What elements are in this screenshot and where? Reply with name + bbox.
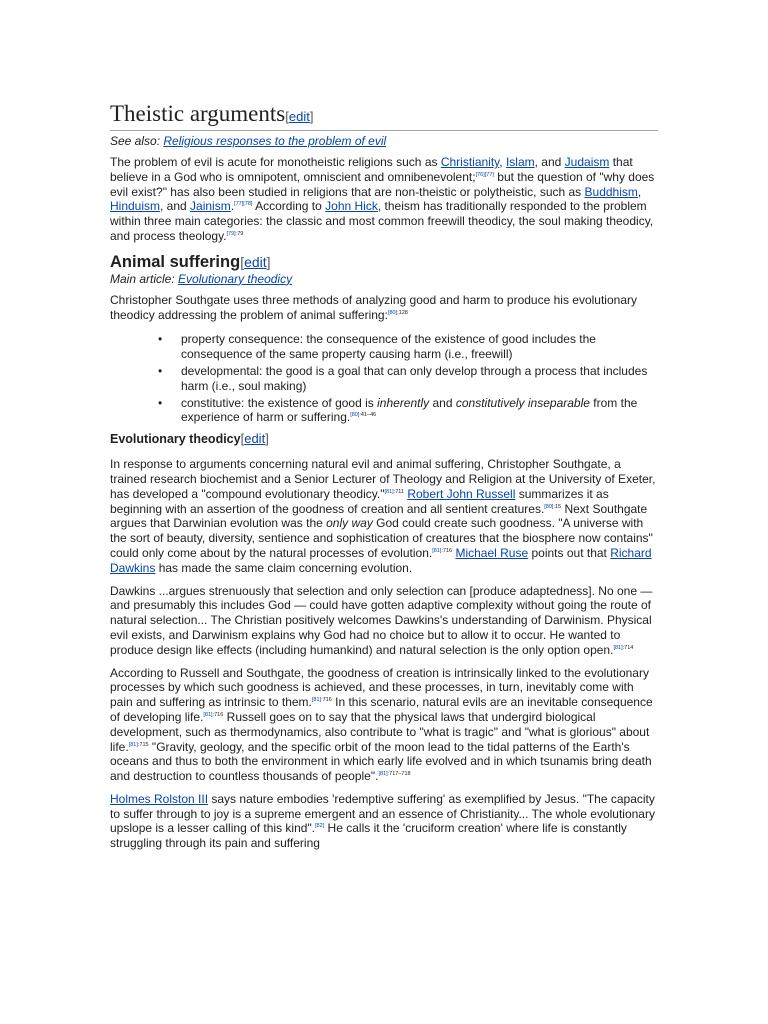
- edit-link[interactable]: edit: [244, 431, 266, 447]
- link-buddhism[interactable]: Buddhism: [584, 184, 638, 199]
- heading-evolutionary-theodicy: [110, 431, 658, 447]
- link-jainism[interactable]: Jainism: [190, 199, 231, 214]
- citation[interactable]: [81]:716: [432, 547, 453, 554]
- article-body: [110, 100, 658, 859]
- heading-text: Animal suffering: [110, 252, 241, 271]
- link-john-hick[interactable]: John Hick: [325, 199, 378, 214]
- edit-link[interactable]: edit: [288, 109, 310, 124]
- link-richard-dawkins[interactable]: Richard Dawkins: [110, 545, 652, 575]
- citation[interactable]: [82]: [315, 823, 325, 830]
- see-also-link[interactable]: Religious responses to the problem of evil: [163, 134, 387, 148]
- citation[interactable]: [76]: [475, 171, 485, 178]
- heading-theistic-arguments: [110, 100, 658, 131]
- heading-text: Evolutionary theodicy: [110, 432, 241, 447]
- citation[interactable]: [81]:716: [203, 711, 224, 718]
- bullet-icon: •: [158, 332, 163, 347]
- link-christianity[interactable]: Christianity: [440, 155, 500, 169]
- citation[interactable]: [80]:41–46: [350, 412, 377, 419]
- link-robert-john-russell[interactable]: Robert John Russell: [407, 486, 516, 501]
- citation[interactable]: [81]:716: [311, 697, 332, 704]
- link-hinduism[interactable]: Hinduism: [110, 199, 161, 214]
- methods-list: [110, 332, 658, 425]
- link-holmes-rolston[interactable]: Holmes Rolston III: [110, 791, 209, 806]
- bullet-icon: •: [158, 395, 163, 410]
- paragraph-animal-1: Christopher Southgate uses three methods of analyzing good and harm to produce his evolutionary theodicy addressing the problem of animal suffering:$^{[80]:128}$: [110, 292, 637, 322]
- paragraph-evolutionary-2: Dawkins ...argues strenuously that selection and only selection can [produce adaptedness]. No one — and presumably this includes God — could have gotten adaptive complexity without going the route of natural selection... The Christian positively welcomes Dawkins's understanding of Darwinism. Physical evil exists, and Darwinism explains why God had no choice but to allow it to occur. He wanted to produce design like effects (including humankind) and natural selection is the only option open.$^{[81]:714}$: [110, 583, 653, 657]
- heading-text: Theistic arguments: [110, 101, 286, 126]
- edit-link[interactable]: edit: [244, 253, 267, 270]
- paragraph-evolutionary-3: According to Russell and Southgate, the goodness of creation is intrinsically linked to the evolutionary processes by which such goodness is achieved, and these processes, in turn, inevitably come with pain and suffering as intrinsic to them.$^{[81]:716}$ In this scenario, natural evils are an inevitable consequence of developing life.$^{[81]:716}$ Russell goes on to say that the physical laws that undergird biological development, such as thermodynamics, also contribute to "what is tragic" and "what is glorious" about life.$^{[81]:715}$ "Gravity, geology, and the specific orbit of the moon lead to the tidal patterns of the Earth's oceans and thus to both the environment in which early life evolved and in which tsunamis bring death and destruction to countless thousands of people".$^{[81]:717-718}$: [110, 665, 653, 784]
- citation[interactable]: [81]:717–718: [378, 771, 411, 778]
- link-michael-ruse[interactable]: Michael Ruse: [455, 545, 529, 560]
- paragraph-evolutionary-4: Holmes Rolston III says nature embodies 'redemptive suffering' as exemplified by Jesus. "The capacity to suffer through to joy is a supreme emergent and an essence of Christianity... The whole evolutionary upslope is a lesser calling of this kind".[82] He calls it the 'cruciform creation' where life is constantly struggling through its pain and suffering: [110, 791, 655, 851]
- list-item: • property consequence: the consequence of the existence of good includes the consequence of the same property causing harm (i.e., freewill): [158, 332, 596, 362]
- citation[interactable]: [81]:715: [128, 741, 149, 748]
- bullet-icon: •: [158, 363, 163, 378]
- see-also-hatnote: See also: Religious responses to the problem of evil: [110, 134, 387, 148]
- citation[interactable]: [81]:714: [613, 644, 634, 651]
- edit-section-link: [edit]: [285, 109, 314, 124]
- paragraph-theistic-1: The problem of evil is acute for monotheistic religions such as Christianity, Islam, and Judaism that believe in a God who is omnipotent, omniscient and omnibenevolent;[76][77] but the question of "why does evil exist?" has also been studied in religions that are non-theistic or polytheistic, such as Buddhism, Hinduism, and Jainism.[77][78] According to John Hick, theism has traditionally responded to the problem within three main categories: the classic and most common freewill theodicy, the soul making theodicy, and process theology.$^{[79]:79}$: [110, 155, 655, 243]
- citation[interactable]: [79]:79: [226, 230, 244, 237]
- list-item: • constitutive: the existence of good is inherently and constitutively inseparable from the experience of harm or suffering.$^{[80]:41-46}$: [158, 395, 638, 425]
- citation[interactable]: [81]:711: [384, 488, 404, 495]
- heading-animal-suffering: [110, 252, 658, 272]
- citation[interactable]: [77][78]: [234, 201, 253, 208]
- list-item: • developmental: the good is a goal that can only develop through a process that includes harm (i.e., soul making): [158, 363, 648, 393]
- main-article-link[interactable]: Evolutionary theodicy: [178, 271, 293, 286]
- link-judaism[interactable]: Judaism: [564, 155, 610, 169]
- link-islam[interactable]: Islam: [505, 155, 535, 169]
- citation[interactable]: [80]:15: [544, 503, 562, 510]
- edit-section-link: [edit]: [240, 431, 269, 447]
- citation[interactable]: [77]: [484, 171, 494, 178]
- paragraph-evolutionary-1: In response to arguments concerning natural evil and animal suffering, Christopher Southgate, a trained research biochemist and a Senior Lecturer of Theology and Religion at the University of Exeter, has developed a "compound evolutionary theodicy."$^{[81]:711}$ Robert John Russell summarizes it as beginning with an assertion of the goodness of creation and all sentient creatures.$^{[80]:15}$ Next Southgate argues that Darwinian evolution was the only way God could create such goodness. "A universe with the sort of beauty, diversity, sentience and sophistication of creatures that the biosphere now contains" could only come about by the natural processes of evolution.$^{[81]:716}$ Michael Ruse points out that Richard Dawkins has made the same claim concerning evolution.: [110, 457, 656, 575]
- edit-section-link: [edit]: [240, 253, 271, 270]
- citation[interactable]: [80]:128: [387, 309, 408, 316]
- main-article-hatnote: Main article: Evolutionary theodicy: [110, 271, 293, 286]
